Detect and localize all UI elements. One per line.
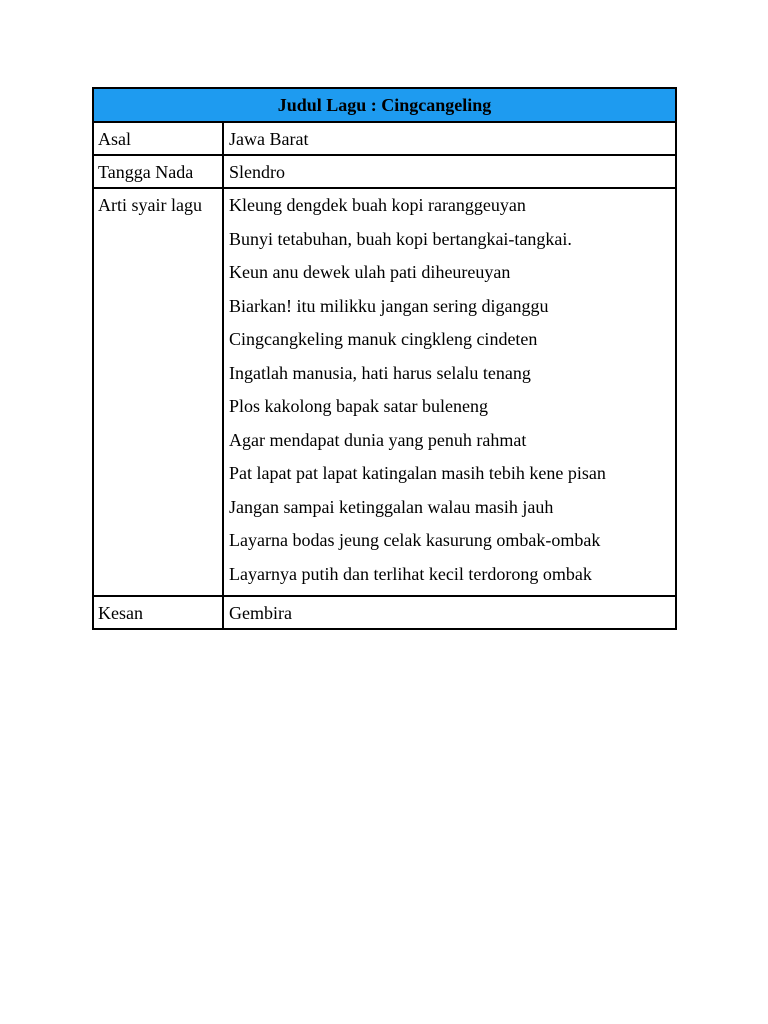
lyric-line: Pat lapat pat lapat katingalan masih tebih kene pisan bbox=[229, 463, 606, 483]
lyric-line: Ingatlah manusia, hati harus selalu tenang bbox=[229, 362, 531, 383]
lyric-line: Layarnya putih dan terlihat kecil terdorong ombak bbox=[229, 563, 592, 584]
value-tangga-nada: Slendro bbox=[229, 162, 285, 182]
row-arti-syair bbox=[94, 189, 675, 597]
lyric-line: Bunyi tetabuhan, buah kopi bertangkai-tangkai. bbox=[229, 228, 572, 249]
label-arti-syair: Arti syair lagu bbox=[94, 189, 224, 595]
lyric-line: Cingcangkeling manuk cingkleng cindeten bbox=[229, 329, 538, 349]
table-title: Judul Lagu : Cingcangeling bbox=[94, 89, 675, 123]
label-asal: Asal bbox=[94, 123, 224, 154]
lyric-line: Biarkan! itu milikku jangan sering diganggu bbox=[229, 295, 549, 316]
song-info-table bbox=[92, 87, 677, 630]
lyric-line: Kleung dengdek buah kopi raranggeuyan bbox=[229, 195, 526, 215]
value-asal: Jawa Barat bbox=[229, 129, 309, 149]
lyric-line: Keun anu dewek ulah pati diheureuyan bbox=[229, 262, 511, 282]
row-tangga-nada bbox=[94, 156, 675, 189]
value-kesan: Gembira bbox=[229, 603, 292, 623]
lyric-line: Agar mendapat dunia yang penuh rahmat bbox=[229, 429, 527, 450]
label-kesan: Kesan bbox=[94, 597, 224, 628]
lyrics-cell bbox=[224, 189, 675, 595]
row-asal bbox=[94, 123, 675, 156]
label-tangga-nada: Tangga Nada bbox=[94, 156, 224, 187]
lyric-line: Jangan sampai ketinggalan walau masih jauh bbox=[229, 496, 554, 517]
lyric-line: Plos kakolong bapak satar buleneng bbox=[229, 396, 488, 416]
row-kesan bbox=[94, 597, 675, 628]
lyric-line: Layarna bodas jeung celak kasurung ombak-ombak bbox=[229, 530, 601, 550]
